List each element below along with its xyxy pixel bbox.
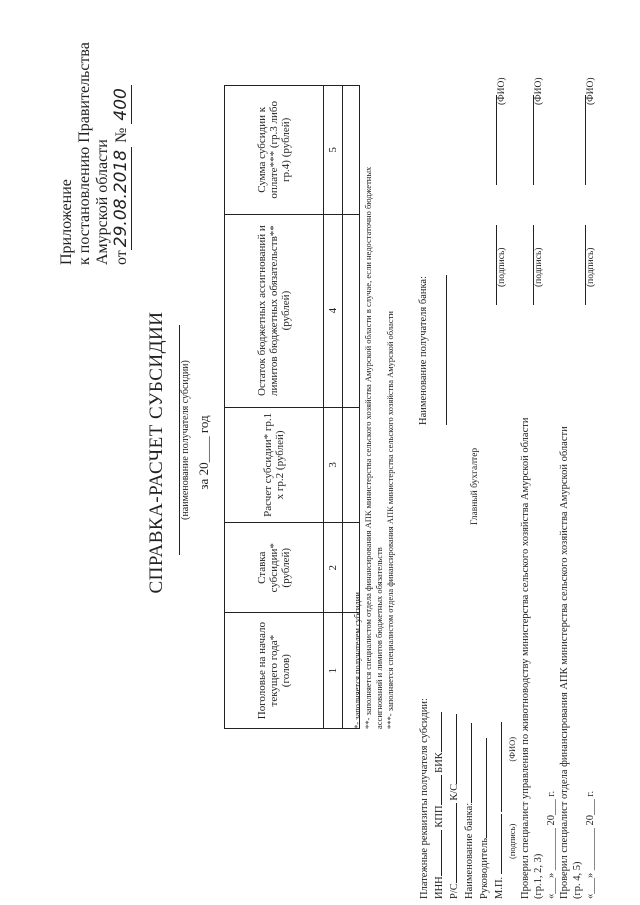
appendix-date-line xyxy=(112,42,131,265)
number-prefix: № xyxy=(113,127,130,143)
requisites-block xyxy=(418,418,597,899)
bank-recipient-line[interactable] xyxy=(446,275,447,425)
appendix-line-3: Амурской области xyxy=(94,139,111,265)
fio-caption-3: (ФИО) xyxy=(586,77,596,105)
mp-captions xyxy=(506,418,519,899)
head-fio-field[interactable] xyxy=(491,722,502,812)
header-cell-livestock: Поголовье на начало текущего года* (голов) xyxy=(225,613,324,729)
subsidy-table xyxy=(224,85,360,729)
header-cell-amount: Сумма субсидии к оплате*** (гр.3 либо гр.4) (рублей) xyxy=(225,86,324,215)
sign-caption-2: (подпись) xyxy=(534,247,544,287)
mp-label: М.П. xyxy=(494,876,505,899)
number-cell: 3 xyxy=(324,407,343,523)
bank-name-field[interactable] xyxy=(461,723,472,803)
bik-field[interactable] xyxy=(431,712,442,752)
head-signature-field[interactable] xyxy=(491,814,502,874)
head-field[interactable] xyxy=(476,738,487,838)
fio-caption-2: (ФИО) xyxy=(534,77,544,105)
inn-line xyxy=(431,418,446,899)
ks-field[interactable] xyxy=(446,714,457,784)
cols-45: (гр. 4, 5) xyxy=(572,861,583,899)
bank-recipient-label: Наименование получателя банка: xyxy=(418,275,429,425)
header-cell-rate: Ставка субсидии* (рублей) xyxy=(225,523,324,613)
bank-name-label: Наименование банка: xyxy=(464,802,475,899)
sign-caption-3: (подпись) xyxy=(586,247,596,287)
chief-accountant-label: Главный бухгалтер xyxy=(470,447,480,525)
kpp-label: КПП xyxy=(434,805,445,828)
number-cell: 1 xyxy=(324,613,343,729)
inn-field[interactable] xyxy=(431,830,442,876)
rs-field[interactable] xyxy=(446,803,457,883)
appendix-block xyxy=(58,42,131,265)
fio-line-2[interactable] xyxy=(533,95,534,185)
period-line: за 20____ год xyxy=(196,415,211,490)
rs-line xyxy=(446,418,461,899)
document-title: СПРАВКА-РАСЧЕТ СУБСИДИИ xyxy=(146,311,167,594)
footnote-2-cont: ассигнований и лимитов бюджетных обязательств xyxy=(374,547,384,729)
fio-caption: (ФИО) xyxy=(507,736,517,762)
table-header-row xyxy=(225,86,324,729)
bik-label: БИК xyxy=(434,752,445,773)
requisites-heading: Платежные реквизиты получателя субсидии: xyxy=(419,698,430,899)
sign-caption-1: (подпись) xyxy=(497,247,507,287)
bank-recipient-block xyxy=(418,276,429,425)
handwritten-number: 400 xyxy=(111,85,132,123)
recipient-caption: (наименование получателя субсидии) xyxy=(180,360,191,520)
footnote-2: **- заполняется специалистом отдела финансирования АПК министерства сельского хозяйства Амурской области в случае, если недостаточно бюджетных xyxy=(363,166,373,729)
head-label: Руководитель xyxy=(479,838,490,899)
number-cell: 2 xyxy=(324,523,343,613)
mp-line xyxy=(491,418,506,899)
kpp-field[interactable] xyxy=(431,775,442,805)
appendix-line-1: Приложение xyxy=(58,179,75,265)
date-line-2: «___» ________ 20___ г. xyxy=(585,790,596,899)
footnotes xyxy=(352,167,396,729)
appendix-line-2: к постановлению Правительства xyxy=(76,42,93,265)
header-cell-calculation: Расчет субсидии* гр.1 х гр.2 (рублей) xyxy=(225,407,324,523)
checked-livestock-line: Проверил специалист управления по животноводству министерства сельского хозяйства Амурской области xyxy=(520,417,531,899)
handwritten-date: 29.08.2018 xyxy=(111,147,132,250)
checked-finance-line: Проверил специалист отдела финансирования АПК министерства сельского хозяйства Амурской области xyxy=(559,426,570,899)
date-prefix: от xyxy=(113,250,130,265)
sign-caption: (подпись) xyxy=(507,823,517,859)
rs-label: Р/С xyxy=(449,883,460,899)
fio-caption-1: (ФИО) xyxy=(497,77,507,105)
number-cell: 4 xyxy=(324,214,343,407)
cols-123: (гр.1, 2, 3) xyxy=(533,853,544,899)
fio-line-3[interactable] xyxy=(585,95,586,185)
fio-line-1[interactable] xyxy=(496,95,497,185)
inn-label: ИНН xyxy=(434,876,445,899)
header-cell-remainder: Остаток бюджетных ассигнований и лимитов бюджетных обязательств** (рублей) xyxy=(225,214,324,407)
number-cell: 5 xyxy=(324,86,343,215)
date-line-1: «___» ________ 20___ г. xyxy=(546,790,557,899)
footnote-1: *- заполняется получателем субсидии xyxy=(352,592,362,729)
table-number-row xyxy=(324,86,343,729)
footnote-3: ***- заполняется специалистом отдела финансирования АПК министерства сельского хозяйства Амурской области xyxy=(385,311,395,729)
ks-label: К/С xyxy=(449,783,460,801)
